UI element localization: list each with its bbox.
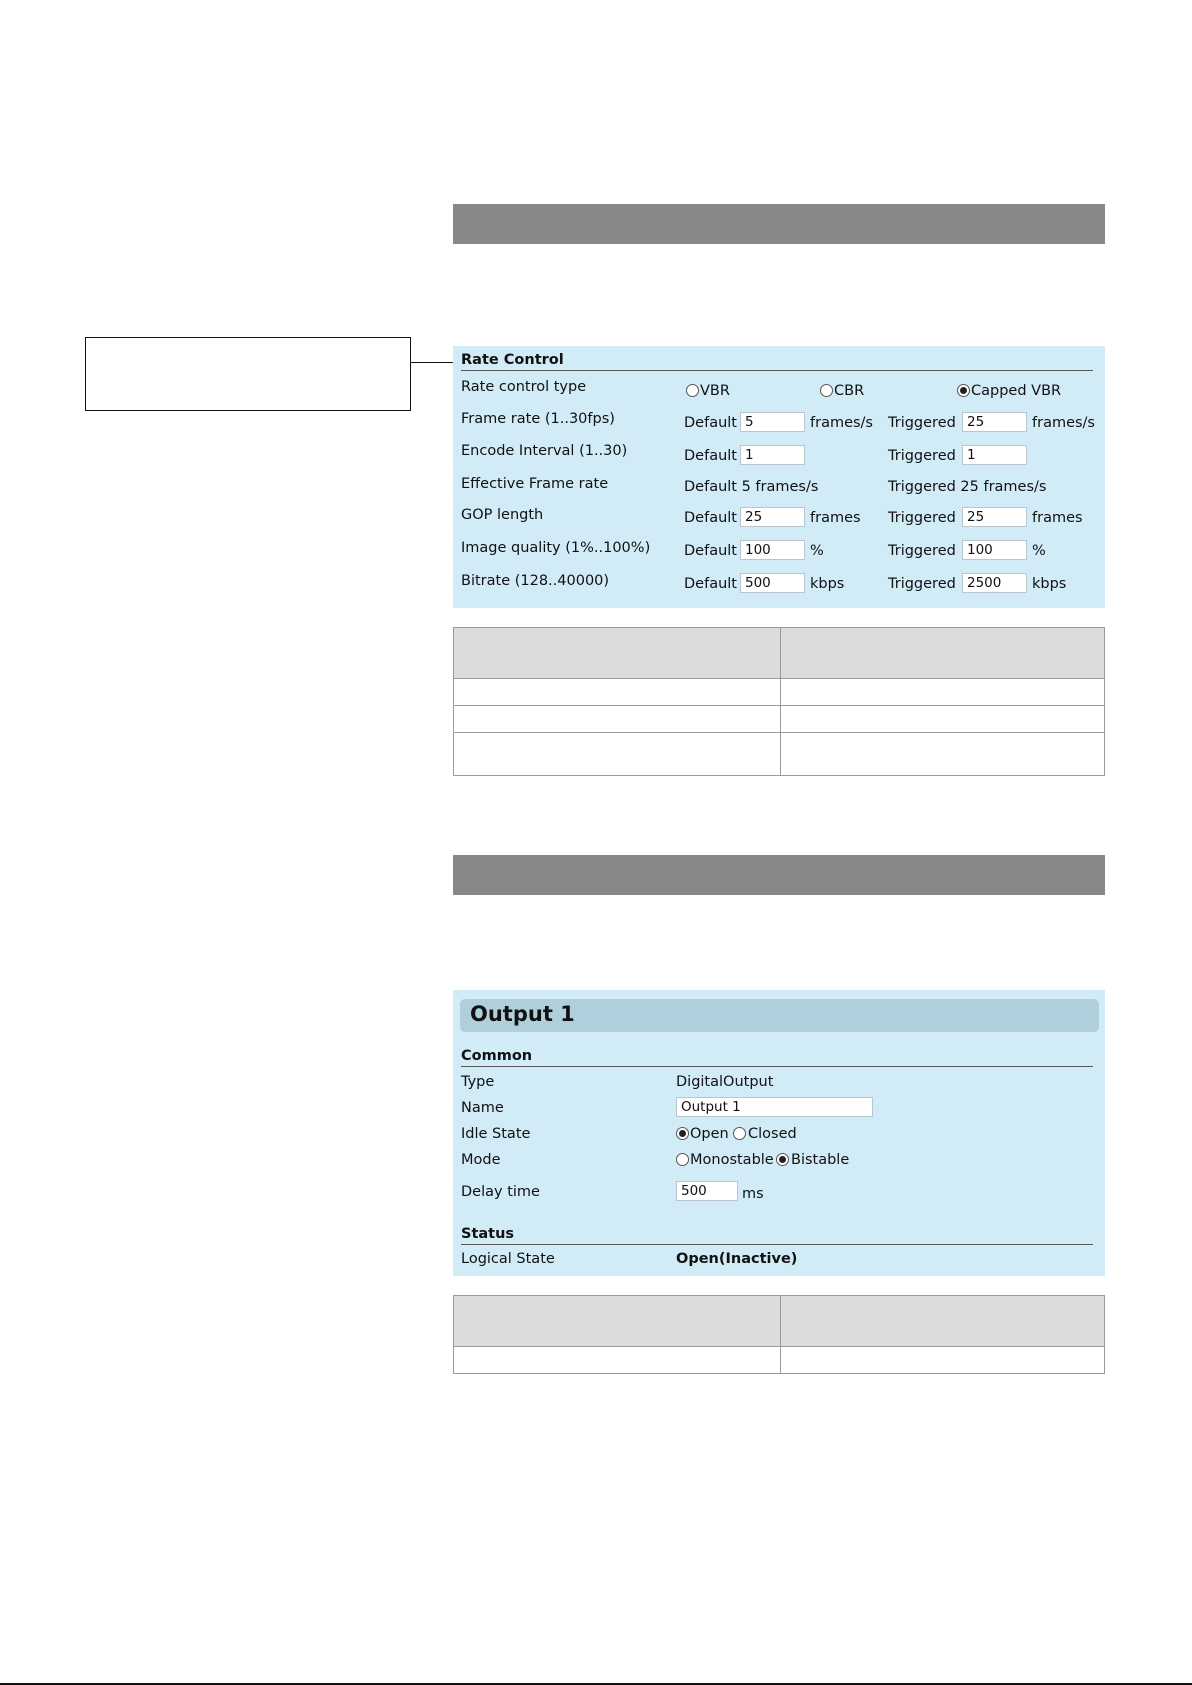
capped-vbr-label: Capped VBR xyxy=(971,383,1062,399)
vbr-radio[interactable] xyxy=(686,384,699,397)
idle-closed-radio[interactable] xyxy=(733,1127,746,1140)
table-cell xyxy=(781,706,1105,733)
table-header-row xyxy=(454,628,1105,679)
frame-rate-default-unit: frames/s xyxy=(810,415,873,431)
frame-rate-triggered-label: Triggered xyxy=(888,415,956,431)
description-table-1 xyxy=(453,627,1105,776)
idle-open-radio[interactable] xyxy=(676,1127,689,1140)
encode-interval-default-label: Default xyxy=(684,448,737,464)
table-row xyxy=(454,1347,1105,1374)
idle-open-label: Open xyxy=(690,1126,729,1142)
common-divider xyxy=(461,1066,1093,1067)
idle-state-label: Idle State xyxy=(461,1126,531,1142)
quality-default-unit: % xyxy=(810,543,824,559)
frame-rate-default-input[interactable] xyxy=(740,412,805,432)
quality-default-input[interactable] xyxy=(740,540,805,560)
name-label: Name xyxy=(461,1100,504,1116)
table-header-cell xyxy=(781,628,1105,679)
callout-box xyxy=(85,337,411,411)
mode-monostable-radio[interactable] xyxy=(676,1153,689,1166)
cbr-label: CBR xyxy=(834,383,865,399)
common-heading: Common xyxy=(461,1048,533,1064)
mode-bistable-radio[interactable] xyxy=(776,1153,789,1166)
encode-interval-triggered-input[interactable] xyxy=(962,445,1027,465)
table-header-row xyxy=(454,1296,1105,1347)
gop-triggered-input[interactable] xyxy=(962,507,1027,527)
table-row xyxy=(454,733,1105,776)
table-cell xyxy=(454,706,781,733)
table-cell xyxy=(454,679,781,706)
name-input[interactable] xyxy=(676,1097,873,1117)
frame-rate-label: Frame rate (1..30fps) xyxy=(461,411,615,427)
section-header-bar-2 xyxy=(453,855,1105,895)
delay-time-label: Delay time xyxy=(461,1184,540,1200)
table-cell xyxy=(454,1347,781,1374)
description-table-2 xyxy=(453,1295,1105,1374)
idle-closed-label: Closed xyxy=(748,1126,797,1142)
frame-rate-triggered-input[interactable] xyxy=(962,412,1027,432)
encode-interval-default-input[interactable] xyxy=(740,445,805,465)
table-header-cell xyxy=(454,1296,781,1347)
mode-label: Mode xyxy=(461,1152,501,1168)
bitrate-triggered-input[interactable] xyxy=(962,573,1027,593)
effective-triggered-value: Triggered 25 frames/s xyxy=(888,479,1047,495)
cbr-radio[interactable] xyxy=(820,384,833,397)
type-label: Type xyxy=(461,1074,495,1090)
gop-default-label: Default xyxy=(684,510,737,526)
gop-default-unit: frames xyxy=(810,510,861,526)
image-quality-label: Image quality (1%..100%) xyxy=(461,540,651,556)
gop-length-label: GOP length xyxy=(461,507,544,523)
table-header-cell xyxy=(781,1296,1105,1347)
quality-triggered-input[interactable] xyxy=(962,540,1027,560)
callout-leader-line xyxy=(411,362,456,363)
bitrate-triggered-label: Triggered xyxy=(888,576,956,592)
table-header-cell xyxy=(454,628,781,679)
rate-control-heading: Rate Control xyxy=(461,352,564,368)
encode-interval-label: Encode Interval (1..30) xyxy=(461,443,628,459)
quality-triggered-label: Triggered xyxy=(888,543,956,559)
bitrate-default-unit: kbps xyxy=(810,576,845,592)
table-row xyxy=(454,679,1105,706)
status-divider xyxy=(461,1244,1093,1245)
mode-monostable-label: Monostable xyxy=(690,1152,774,1168)
gop-triggered-unit: frames xyxy=(1032,510,1083,526)
logical-state-value: Open(Inactive) xyxy=(676,1251,798,1267)
output-title: Output 1 xyxy=(470,1002,575,1026)
gop-default-input[interactable] xyxy=(740,507,805,527)
rate-control-divider xyxy=(461,370,1093,371)
mode-bistable-label: Bistable xyxy=(791,1152,850,1168)
capped-vbr-radio[interactable] xyxy=(957,384,970,397)
status-heading: Status xyxy=(461,1226,515,1242)
rate-control-type-label: Rate control type xyxy=(461,379,587,395)
bitrate-default-input[interactable] xyxy=(740,573,805,593)
table-cell xyxy=(781,733,1105,776)
table-row xyxy=(454,706,1105,733)
quality-triggered-unit: % xyxy=(1032,543,1046,559)
frame-rate-triggered-unit: frames/s xyxy=(1032,415,1095,431)
gop-triggered-label: Triggered xyxy=(888,510,956,526)
bitrate-triggered-unit: kbps xyxy=(1032,576,1067,592)
bitrate-default-label: Default xyxy=(684,576,737,592)
delay-time-input[interactable] xyxy=(676,1181,738,1201)
quality-default-label: Default xyxy=(684,543,737,559)
vbr-label: VBR xyxy=(700,383,730,399)
bitrate-label: Bitrate (128..40000) xyxy=(461,573,610,589)
frame-rate-default-label: Default xyxy=(684,415,737,431)
table-cell xyxy=(781,1347,1105,1374)
effective-default-value: Default 5 frames/s xyxy=(684,479,819,495)
section-header-bar-1 xyxy=(453,204,1105,244)
table-cell xyxy=(781,679,1105,706)
logical-state-label: Logical State xyxy=(461,1251,555,1267)
table-cell xyxy=(454,733,781,776)
encode-interval-triggered-label: Triggered xyxy=(888,448,956,464)
delay-time-unit: ms xyxy=(742,1186,764,1202)
type-value: DigitalOutput xyxy=(676,1074,774,1090)
effective-frame-rate-label: Effective Frame rate xyxy=(461,476,609,492)
